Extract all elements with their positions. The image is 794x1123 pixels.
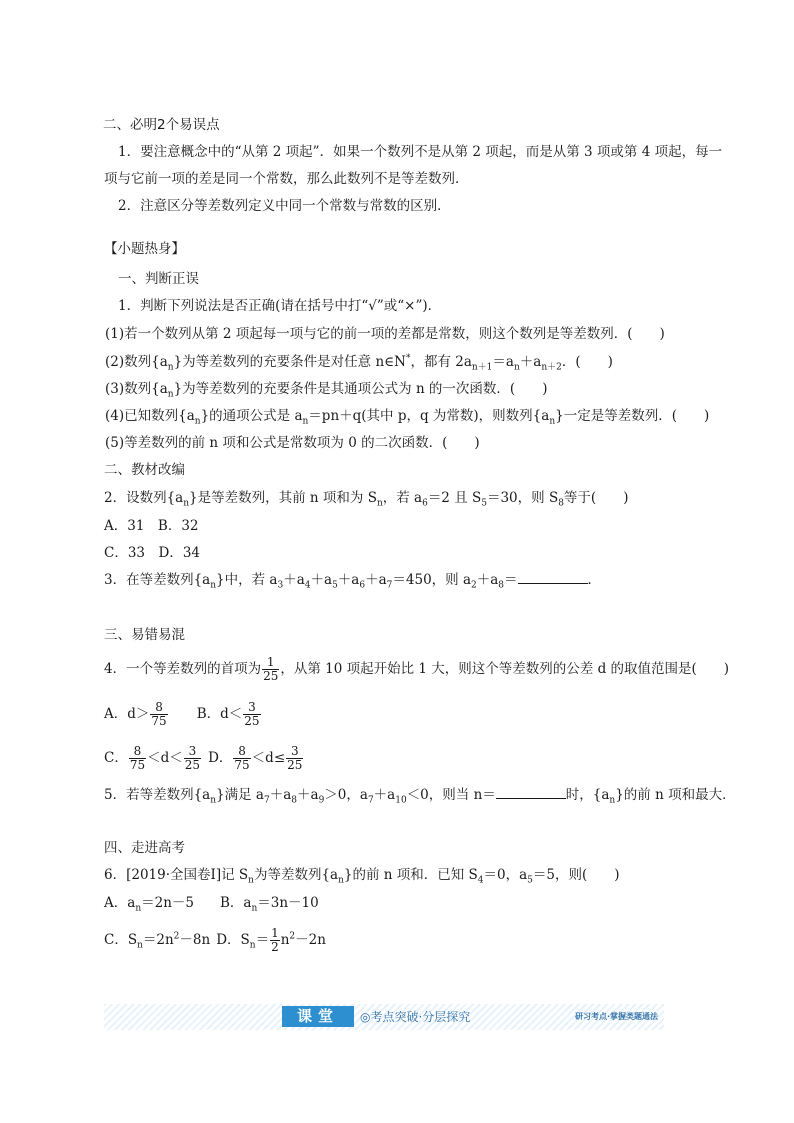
q4-options-ab: A．d＞ $\frac{8}{75}$ B．d＜ $\frac{3}{25}$ (104, 700, 260, 728)
q1-statement-1: (1)若一个数列从第 2 项起每一项与它的前一项的差都是常数，则这个数列是等差数列．( ) (105, 326, 665, 342)
confuse-section-title: 三、易错易混 (104, 627, 185, 643)
q3-stem: 3．在等差数列$\{a_n\}$中，若 $a_3+a_4+a_5+a_6+a_7=450$，则 $a_2+a_8=$ ． (104, 572, 602, 591)
q1-statement-5: (5)等差数列的前 n 项和公式是常数项为 0 的二次函数．( ) (105, 435, 480, 451)
q2-options-ab: A．31 B．32 (104, 518, 199, 534)
warmup-title: 【小题热身】 (104, 241, 185, 257)
fraction-1-25: $\frac{1}{25}$ (263, 655, 279, 683)
q4-options-cd: C． $\frac{8}{75}$ ＜d＜ $\frac{3}{25}$ D． $\frac{8}{75}$ ＜d≤ $\frac{3}{25}$ (104, 744, 303, 772)
q4-stem: 4．一个等差数列的首项为 $\frac{1}{25}$ ，从第 10 项起开始比 1 大，则这个等差数列的公差 d 的取值范围是( ) (104, 655, 730, 683)
answer-blank (518, 571, 588, 584)
pitfall-item-1-line-2: 项与它前一项的差是同一个常数，那么此数列不是等差数列． (104, 171, 469, 187)
banner-right-text: 研习考点·掌握类题通法 (574, 1012, 658, 1021)
section-banner (104, 1004, 664, 1030)
q2-stem: 2．设数列$\{a_n\}$是等差数列，其前 n 项和为 $S_n$，若 $a_6=2$ 且 $S_5=30$，则 $S_8$等于( ) (104, 490, 629, 509)
q1-stem: 1．判断下列说法是否正确(请在括号中打“√”或“×”)． (118, 298, 442, 314)
judge-section-title: 一、判断正误 (118, 271, 199, 287)
section-title-pitfalls: 二、必明2个易误点 (103, 117, 220, 133)
q2-options-cd: C．33 D．34 (104, 545, 201, 561)
q6-stem: 6．[2019·全国卷Ⅰ]记 $S_n$为等差数列$\{a_n\}$的前 n 项和．已知 $S_4=0$，$a_5=5$，则( ) (104, 867, 620, 886)
q6-options-cd: C．$S_n=2n^2-8n$ D．$S_n=$ $\frac{1}{2}$ $n^2-2n$ (104, 926, 326, 954)
gaokao-section-title: 四、走进高考 (104, 840, 185, 856)
q1-statement-4: (4)已知数列$\{a_n\}$的通项公式是 $a_n=pn+q$(其中 p，q 为常数)，则数列$\{a_n\}$一定是等差数列．( ) (105, 408, 710, 427)
pitfall-item-1-line-1: 1．要注意概念中的“从第 2 项起”．如果一个数列不是从第 2 项起，而是从第 3 项或第 4 项起，每一 (118, 144, 723, 160)
banner-subtitle: ◎考点突破·分层探究 (360, 1010, 471, 1024)
answer-blank (496, 786, 566, 799)
q5-stem: 5．若等差数列$\{a_n\}$满足 $a_7+a_8+a_9>0$，$a_7+a_{10}<0$，则当 n＝ 时，$\{a_n\}$的前 n 项和最大． (104, 787, 736, 806)
textbook-section-title: 二、教材改编 (104, 462, 185, 478)
q1-statement-3: (3)数列$\{a_n\}$为等差数列的充要条件是其通项公式为 n 的一次函数．( ) (105, 381, 548, 400)
pitfall-item-2: 2．注意区分等差数列定义中同一个常数与常数的区别． (118, 198, 451, 214)
banner-tag: 课堂 (282, 1006, 354, 1027)
q1-statement-2: (2)数列$\{a_n\}$为等差数列的充要条件是对任意 n∈N*，都有 $2a_{n+1}=a_n+a_{n+2}$．( ) (105, 353, 613, 373)
q6-options-ab: A．$a_n=2n-5$ B．$a_n=3n-10$ (104, 895, 319, 914)
